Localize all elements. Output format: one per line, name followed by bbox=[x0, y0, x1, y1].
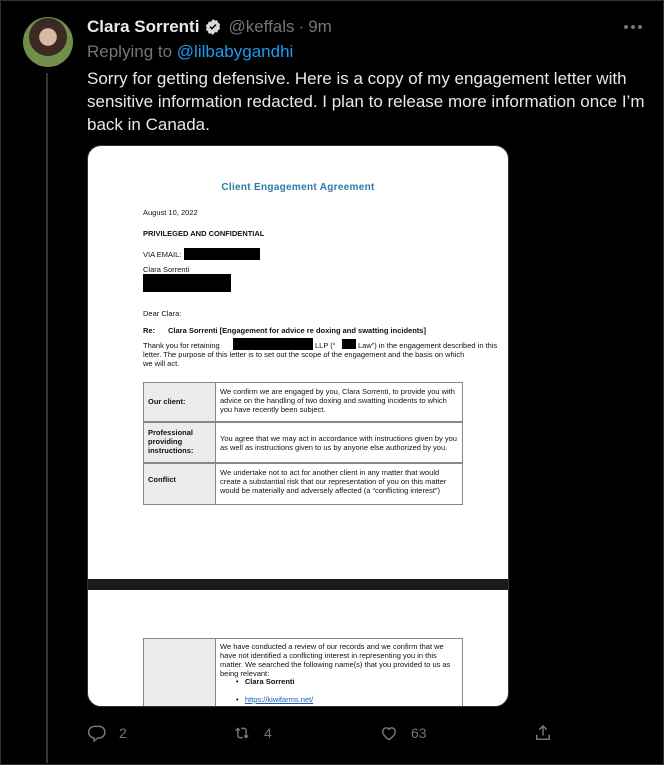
salutation: Dear Clara: bbox=[143, 309, 182, 318]
retweet-button[interactable] bbox=[232, 719, 272, 747]
intro-part-b: LLP (“ bbox=[315, 341, 336, 350]
like-count: 63 bbox=[411, 725, 427, 741]
reply-count: 2 bbox=[119, 725, 127, 741]
avatar[interactable] bbox=[23, 17, 73, 67]
author-handle[interactable]: @keffals bbox=[228, 17, 295, 36]
redaction-bar bbox=[342, 339, 356, 349]
table-row bbox=[143, 463, 463, 505]
privileged-heading: PRIVILEGED AND CONFIDENTIAL bbox=[143, 229, 265, 238]
intro-part-a: Thank you for retaining bbox=[143, 341, 220, 350]
engagement-letter-document bbox=[88, 146, 508, 706]
recipient-name: Clara Sorrenti bbox=[143, 265, 190, 274]
retweet-icon bbox=[232, 723, 252, 743]
reply-button[interactable] bbox=[87, 719, 127, 747]
redaction-bar bbox=[184, 248, 260, 260]
attached-image[interactable] bbox=[87, 145, 509, 707]
reply-icon bbox=[87, 723, 107, 743]
replying-to bbox=[87, 42, 293, 62]
more-options-icon[interactable] bbox=[621, 17, 645, 37]
separator-dot: · bbox=[298, 17, 305, 36]
document-title: Client Engagement Agreement bbox=[221, 182, 375, 193]
row-text: We have conducted a review of our records and we confirm that we have not identified a conflicting interest in representing you in this matter. We searched the following name(s) that you provided to us as being relevant: bbox=[220, 642, 451, 678]
row-text: We confirm we are engaged by you, Clara Sorrenti, to provide you with advice on the handling of two doxing and swatting incidents to which you have recently been subject. bbox=[220, 387, 455, 414]
table-row bbox=[143, 638, 463, 707]
action-bar bbox=[87, 719, 557, 747]
document-date: August 10, 2022 bbox=[143, 208, 198, 217]
like-button[interactable] bbox=[379, 719, 427, 747]
heart-icon bbox=[379, 723, 399, 743]
retweet-count: 4 bbox=[264, 725, 272, 741]
intro-line-3: we will act. bbox=[143, 359, 180, 368]
intro-part-c: Law”) in the engagement described in this bbox=[358, 341, 498, 350]
re-label: Re: bbox=[143, 326, 156, 335]
row-label: Conflict bbox=[148, 475, 176, 484]
table-row bbox=[143, 382, 463, 422]
bullet-item: • https://kiwifarms.net/ bbox=[236, 695, 314, 704]
tweet-header bbox=[87, 15, 332, 39]
timestamp[interactable]: 9m bbox=[308, 17, 332, 36]
row-label: Professional providing instructions: bbox=[148, 428, 194, 455]
kiwifarms-link: https://kiwifarms.net/ bbox=[244, 695, 314, 704]
table-row bbox=[143, 422, 463, 463]
re-subject: Clara Sorrenti [Engagement for advice re doxing and swatting incidents] bbox=[168, 326, 426, 335]
tweet-text: Sorry for getting defensive. Here is a copy of my engagement letter with sensitive information redacted. I plan to release more information once I’m back in Canada. bbox=[87, 69, 645, 134]
intro-line-2: letter. The purpose of this letter is to set out the scope of the engagement and the basis on which bbox=[143, 350, 465, 359]
row-text: You agree that we may act in accordance with instructions given by you as well as instructions given to us by anyone else authorized by you. bbox=[220, 434, 457, 452]
bullet-item: • Clara Sorrenti bbox=[236, 677, 295, 686]
via-email-label: VIA EMAIL: bbox=[143, 250, 182, 259]
redaction-bar bbox=[143, 274, 231, 292]
row-label: Our client: bbox=[148, 397, 186, 406]
row-text: We undertake not to act for another client in any matter that would create a substantial risk that our representation of you on this matter would be materially and adversely affected (a “conflicting interest”) bbox=[220, 468, 447, 495]
verified-badge-icon bbox=[204, 18, 222, 36]
share-button[interactable] bbox=[533, 719, 553, 747]
author-name[interactable]: Clara Sorrenti bbox=[87, 17, 200, 36]
replying-handle-link[interactable]: @lilbabygandhi bbox=[176, 42, 294, 61]
replying-prefix: Replying to bbox=[87, 42, 173, 61]
thread-line bbox=[46, 73, 48, 763]
share-icon bbox=[533, 723, 553, 743]
redaction-bar bbox=[233, 338, 313, 350]
page-break bbox=[88, 579, 508, 590]
